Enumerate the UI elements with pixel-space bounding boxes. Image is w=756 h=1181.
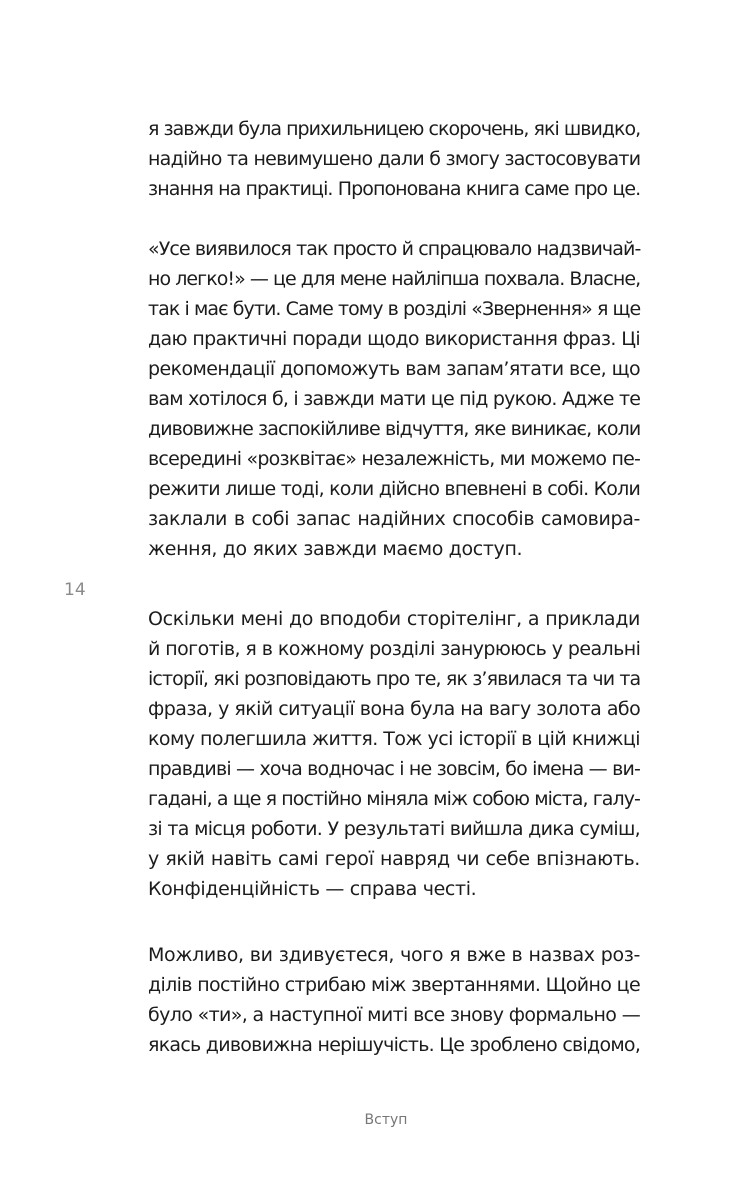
text-line: Оскільки мені до вподоби сторітелінг, а приклади: [148, 608, 640, 630]
text-line: вам хотілося б, і завжди мати це під рукою. Адже те: [148, 388, 641, 410]
text-line: дивовижне заспокійливе відчуття, яке виникає, коли: [148, 418, 641, 440]
text-line: но легко!» — це для мене найліпша похвала. Власне,: [148, 268, 641, 290]
text-line: заклали в собі запас надійних способів самовира-: [148, 508, 640, 530]
page-number: 14: [64, 580, 86, 600]
text-line: надійно та невимушено дали б змогу застосовувати: [148, 148, 641, 170]
text-line: було «ти», а наступної миті все знову формально —: [148, 1004, 641, 1026]
text-line: режити лише тоді, коли дійсно впевнені в собі. Коли: [148, 478, 640, 500]
paragraph-1: [148, 114, 640, 204]
text-line: ження, до яких завжди маємо доступ.: [148, 538, 523, 560]
text-line: «Усе виявилося так просто й спрацювало надзвичай-: [148, 238, 641, 260]
text-line: кому полегшила життя. Тож усі історії в цій книжці: [148, 728, 640, 750]
text-line: фраза, у якій ситуації вона була на вагу золота або: [148, 698, 641, 720]
running-footer: Вступ: [364, 1112, 408, 1128]
text-line: даю практичні поради щодо використання фраз. Ці: [148, 328, 640, 350]
text-line: всередині «розквітає» незалежність, ми можемо пе-: [148, 448, 641, 470]
paragraph-2: [148, 234, 640, 564]
text-line: правдиві — хоча водночас і не зовсім, бо імена — ви-: [148, 758, 641, 780]
text-line: знання на практиці. Пропонована книга саме про це.: [148, 178, 641, 200]
text-line: рекомендації допоможуть вам запам’ятати все, що: [148, 358, 640, 380]
text-line: Конфіденційність — справа честі.: [148, 878, 477, 900]
text-line: й поготів, я в кожному розділі занурююсь у реальні: [148, 638, 641, 660]
paragraph-4: [148, 940, 640, 1060]
text-line: ділів постійно стрибаю між звертаннями. Щойно це: [148, 974, 640, 996]
text-line: я завжди була прихильницею скорочень, які швидко,: [148, 118, 641, 140]
text-line: якась дивовижна нерішучість. Це зроблено свідомо,: [148, 1034, 641, 1056]
text-line: гадані, а ще я постійно міняла між собою міста, галу-: [148, 788, 640, 810]
paragraph-3: [148, 604, 640, 904]
text-line: так і має бути. Саме тому в розділі «Звернення» я ще: [148, 298, 641, 320]
text-line: зі та місця роботи. У результаті вийшла дика суміш,: [148, 818, 640, 840]
text-line: у якій навіть самі герої навряд чи себе впізнають.: [148, 848, 640, 870]
text-line: історії, які розповідають про те, як з’явилася та чи та: [148, 668, 641, 690]
text-line: Можливо, ви здивуєтеся, чого я вже в назвах роз-: [148, 944, 640, 966]
